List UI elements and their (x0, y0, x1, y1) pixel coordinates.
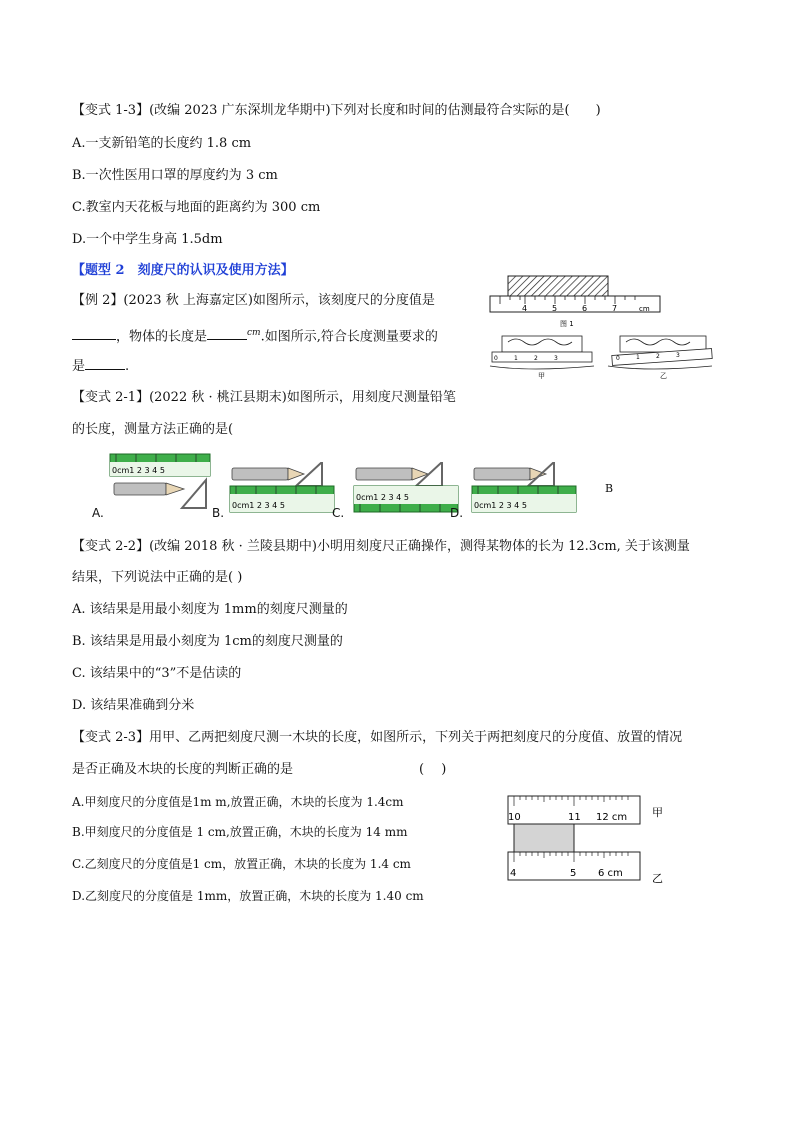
tick-label: 2 (656, 353, 660, 360)
answer-blank[interactable] (72, 325, 116, 340)
tick-label: 1 (514, 355, 518, 362)
ex2-line2-text-b: .如图所示,符合长度测量要求的 (260, 329, 438, 345)
ruler-text: 0cm1 2 3 4 5 (356, 493, 409, 502)
pencil (232, 468, 288, 480)
ruler-text: 0cm1 2 3 4 5 (232, 501, 285, 510)
q23-line2-text: 是否正确及木块的长度的判断正确的是 (72, 762, 294, 777)
section-title: 【题型 2 刻度尺的认识及使用方法】 (72, 263, 294, 278)
q13-option-d: D.一个中学生身高 1.5dm (72, 232, 223, 247)
label-yi: 乙 (652, 872, 663, 885)
ex2-line3-text-b: . (125, 359, 130, 374)
q22-option-d: D. 该结果准确到分米 (72, 698, 195, 713)
answer-mark: B (605, 482, 614, 495)
ruler-jia (492, 352, 592, 362)
tick-label: 2 (534, 355, 538, 362)
ex2-line2 (72, 323, 438, 347)
option-c-label: C. (332, 506, 345, 520)
pencil (356, 468, 412, 480)
q13-option-a: A.一支新铅笔的长度约 1.8 cm (72, 136, 252, 151)
tick-label: 6 (582, 304, 588, 313)
answer-blank[interactable] (85, 355, 125, 370)
q22-line1: 【变式 2-2】(改编 2018 秋 · 兰陵县期中)小明用刻度尺正确操作，测得某物体的长为 12.3cm, 关于该测量 (72, 539, 690, 554)
ex2-line3 (72, 355, 129, 377)
block-jia (502, 336, 582, 352)
option-a-label: A. (92, 506, 104, 520)
option-d-label: D. (450, 506, 464, 520)
label-yi: 乙 (660, 372, 667, 380)
q23-option-d: D.乙刻度尺的分度值是 1mm，放置正确，木块的长度为 1.40 cm (72, 889, 424, 903)
tick-label: 4 (522, 304, 528, 313)
q23-line2 (72, 760, 446, 780)
q22-option-a: A. 该结果是用最小刻度为 1mm的刻度尺测量的 (72, 602, 348, 617)
q23-figure (500, 792, 680, 892)
q13-option-c: C.教室内天花板与地面的距离约为 300 cm (72, 200, 321, 215)
tick-label: 7 (612, 304, 618, 313)
tick-label: 11 (568, 812, 581, 823)
figure-caption: 图 1 (560, 320, 574, 328)
tick-label: 5 (552, 304, 558, 313)
q22-line2: 结果，下列说法中正确的是( ) (72, 570, 243, 585)
option-d-figure (468, 462, 580, 518)
q22-option-c: C. 该结果中的“3”不是估读的 (72, 666, 242, 681)
q21-line1: 【变式 2-1】(2022 秋 · 桃江县期末)如图所示，用刻度尺测量铅笔 (72, 390, 456, 405)
pencil-tip (288, 468, 304, 480)
unit-cm: cm (247, 328, 261, 338)
ruler-text: 0cm1 2 3 4 5 (112, 466, 165, 475)
hatched-block (508, 276, 608, 296)
ex2-line3-text-a: 是 (72, 359, 86, 374)
pencil-tip (166, 483, 184, 495)
unit-label: cm (639, 305, 650, 313)
ex2-line2-text-a: ，物体的长度是 (116, 329, 208, 345)
q22-option-b: B. 该结果是用最小刻度为 1cm的刻度尺测量的 (72, 634, 343, 649)
wood-block (514, 824, 574, 852)
triangle-ruler (182, 480, 206, 508)
tick-label: 12 cm (596, 812, 628, 823)
q13-option-b: B.一次性医用口罩的厚度约为 3 cm (72, 168, 278, 183)
tick-label: 0 (494, 355, 498, 362)
q13-stem: 【变式 1-3】(改编 2023 广东深圳龙华期中)下列对长度和时间的估测最符合实际的是( ) (72, 103, 601, 118)
option-a-figure (92, 450, 214, 520)
tick-label: 10 (508, 812, 521, 823)
tick-label: 5 (570, 868, 577, 879)
tick-label: 3 (554, 355, 558, 362)
tick-label: 0 (616, 355, 620, 362)
tick-label: 4 (510, 868, 517, 879)
option-c-figure (350, 462, 462, 518)
q23-paren: ( ) (419, 762, 447, 777)
label-jia: 甲 (538, 372, 545, 380)
q21-line2: 的长度，测量方法正确的是( (72, 422, 234, 437)
q23-line1: 【变式 2-3】用甲、乙两把刻度尺测一木块的长度，如图所示，下列关于两把刻度尺的分度值、放置的情况 (72, 730, 683, 745)
ex2-line1: 【例 2】(2023 秋 上海嘉定区)如图所示，该刻度尺的分度值是 (72, 293, 435, 308)
tick-label: 3 (676, 352, 680, 359)
ex2-figure (482, 274, 742, 384)
tick-label: 6 cm (598, 868, 623, 879)
option-b-figure (226, 462, 338, 518)
q23-option-a: A.甲刻度尺的分度值是1m m,放置正确，木块的长度为 1.4cm (72, 795, 404, 809)
table-edge (490, 366, 594, 369)
pencil-tip (530, 468, 546, 480)
q23-option-b: B.甲刻度尺的分度值是 1 cm,放置正确，木块的长度为 14 mm (72, 825, 408, 839)
answer-blank[interactable] (207, 325, 247, 340)
label-jia: 甲 (652, 806, 663, 819)
tick-label: 1 (636, 354, 640, 361)
pencil (114, 483, 166, 495)
q23-option-c: C.乙刻度尺的分度值是1 cm，放置正确，木块的长度为 1.4 cm (72, 857, 411, 871)
option-b-label: B. (212, 506, 225, 520)
table-edge (608, 366, 712, 369)
ruler-text: 0cm1 2 3 4 5 (474, 501, 527, 510)
pencil (474, 468, 530, 480)
